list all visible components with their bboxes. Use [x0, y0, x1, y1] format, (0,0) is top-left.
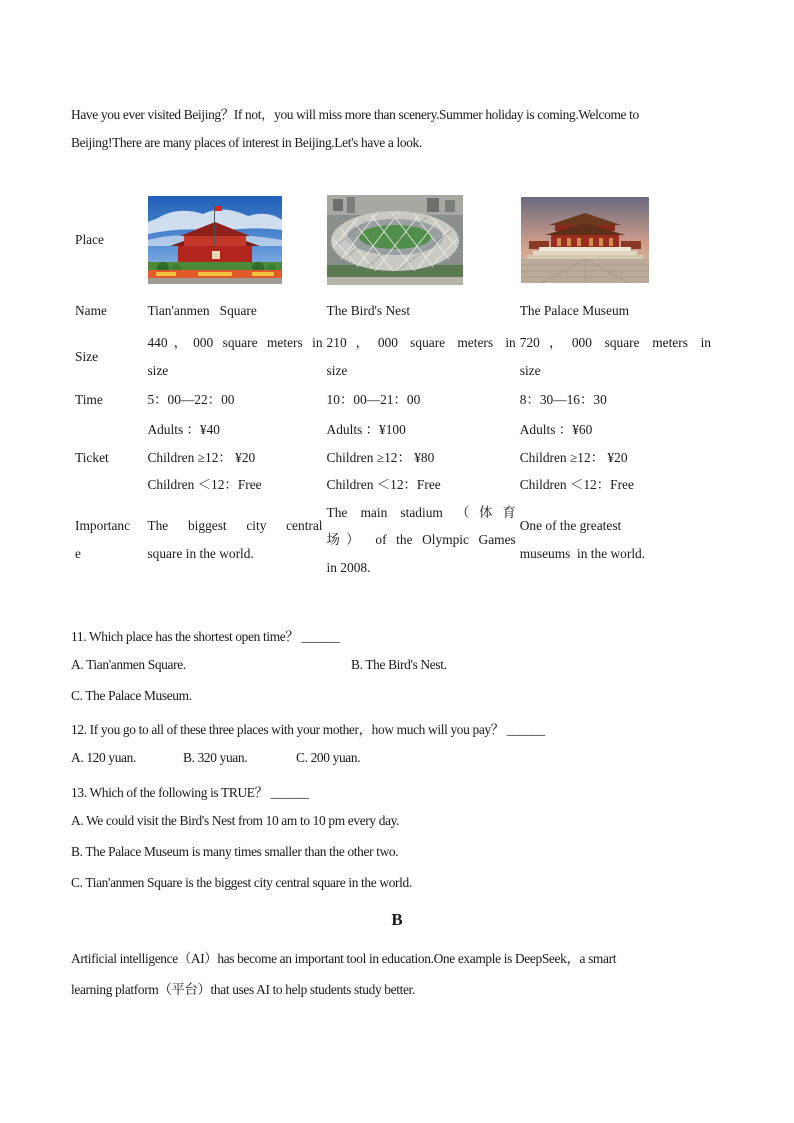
place-1-importance-line-2: square in the world. [147, 545, 254, 561]
places-table [71, 188, 711, 581]
place-3-size-line-1: 720，000 square meters in [519, 335, 711, 350]
label-time: Time [75, 392, 103, 408]
label-ticket: Ticket [75, 449, 109, 465]
place-1-name: Tian'anmen Square [147, 302, 257, 318]
q11-option-a: A. Tian'anmen Square. [71, 657, 186, 672]
place-1-size [143, 329, 322, 384]
label-place: Place [75, 232, 104, 248]
place-2-importance-line-3: in 2008. [326, 559, 371, 575]
place-3-ticket-children-lt12: Children ＜12：Free [519, 477, 634, 492]
place-3-importance-line-2: museums in the world. [519, 545, 646, 561]
label-name: Name [75, 302, 107, 318]
q13-option-b: B. The Palace Museum is many times smaller than the other two. [71, 844, 399, 859]
intro-line-1: Have you ever visited Beijing？If not，you will miss more than scenery.Summer holiday is coming.Welcome to [71, 107, 639, 122]
q12-option-a: A. 120 yuan. [71, 750, 136, 765]
place-2-importance-line-1: The main stadium （体育 [326, 504, 516, 520]
q13-option-a: A. We could visit the Bird's Nest from 10 am to 10 pm every day. [71, 813, 400, 828]
place-2-importance [323, 499, 516, 582]
tiananmen-photo [148, 196, 282, 284]
label-importance-line-2: e [75, 545, 81, 561]
place-2-ticket-adults: Adults ：¥100 [326, 422, 406, 437]
place-1-ticket-adults: Adults ：¥40 [147, 422, 220, 437]
place-1-importance [143, 499, 322, 582]
palace-museum-photo [521, 197, 649, 283]
intro-line-2: Beijing!There are many places of interest in Beijing.Let's have a look. [71, 135, 422, 150]
birds-nest-photo [327, 195, 463, 285]
place-2-size-line-1: 210，000 square meters in [326, 335, 516, 350]
label-size: Size [75, 348, 99, 364]
place-3-name: The Palace Museum [519, 302, 630, 318]
place-1-importance-line-1: The biggest city central [147, 518, 323, 534]
q13-option-c: C. Tian'anmen Square is the biggest city central square in the world. [71, 875, 412, 890]
section-b-heading: B [391, 910, 403, 929]
place-1-time: 5：00—22：00 [147, 392, 235, 408]
place-2-ticket [323, 416, 516, 499]
place-1-size-line-1: 440，000 square meters in [147, 335, 323, 350]
place-2-name: The Bird's Nest [326, 302, 411, 318]
place-1-size-line-2: size [147, 362, 169, 378]
place-1-ticket-children-lt12: Children ＜12：Free [147, 477, 262, 492]
place-2-importance-line-2: 场） of the Olympic Games [326, 532, 516, 547]
place-2-size [323, 329, 516, 384]
q12-option-c: C. 200 yuan. [296, 750, 361, 765]
place-2-ticket-children-lt12: Children ＜12：Free [326, 477, 441, 492]
place-3-importance-line-1: One of the greatest [519, 518, 622, 534]
section-b-line-1: Artificial intelligence（AI）has become an important tool in education.One example is DeepSeek，a smart [71, 951, 617, 966]
label-importance [71, 499, 143, 582]
place-3-time: 8：30—16：30 [519, 392, 607, 408]
place-1-ticket-children-ge12: Children ≥12： ¥20 [147, 449, 256, 465]
place-3-size [516, 329, 711, 384]
q12-option-b: B. 320 yuan. [183, 750, 248, 765]
place-3-ticket-adults: Adults ：¥60 [519, 422, 593, 437]
section-b-line-2: learning platform（平台）that uses AI to help students study better. [71, 982, 415, 997]
place-2-size-line-2: size [326, 362, 348, 378]
place-3-importance [516, 499, 711, 582]
place-2-ticket-children-ge12: Children ≥12： ¥80 [326, 449, 435, 465]
q11-option-c: C. The Palace Museum. [71, 688, 192, 703]
place-1-ticket [143, 416, 322, 499]
place-3-ticket-children-ge12: Children ≥12： ¥20 [519, 449, 628, 465]
q11-stem: 11. Which place has the shortest open time？ ______ [71, 629, 340, 644]
q13-stem: 13. Which of the following is TRUE？ ______ [71, 785, 309, 800]
label-importance-line-1: Importanc [75, 518, 131, 534]
q11-option-b: B. The Bird's Nest. [351, 657, 447, 672]
place-2-time: 10：00—21：00 [326, 392, 421, 408]
place-3-ticket [516, 416, 711, 499]
place-3-size-line-2: size [519, 362, 541, 378]
q12-stem: 12. If you go to all of these three places with your mother，how much will you pay？ ______ [71, 722, 545, 737]
